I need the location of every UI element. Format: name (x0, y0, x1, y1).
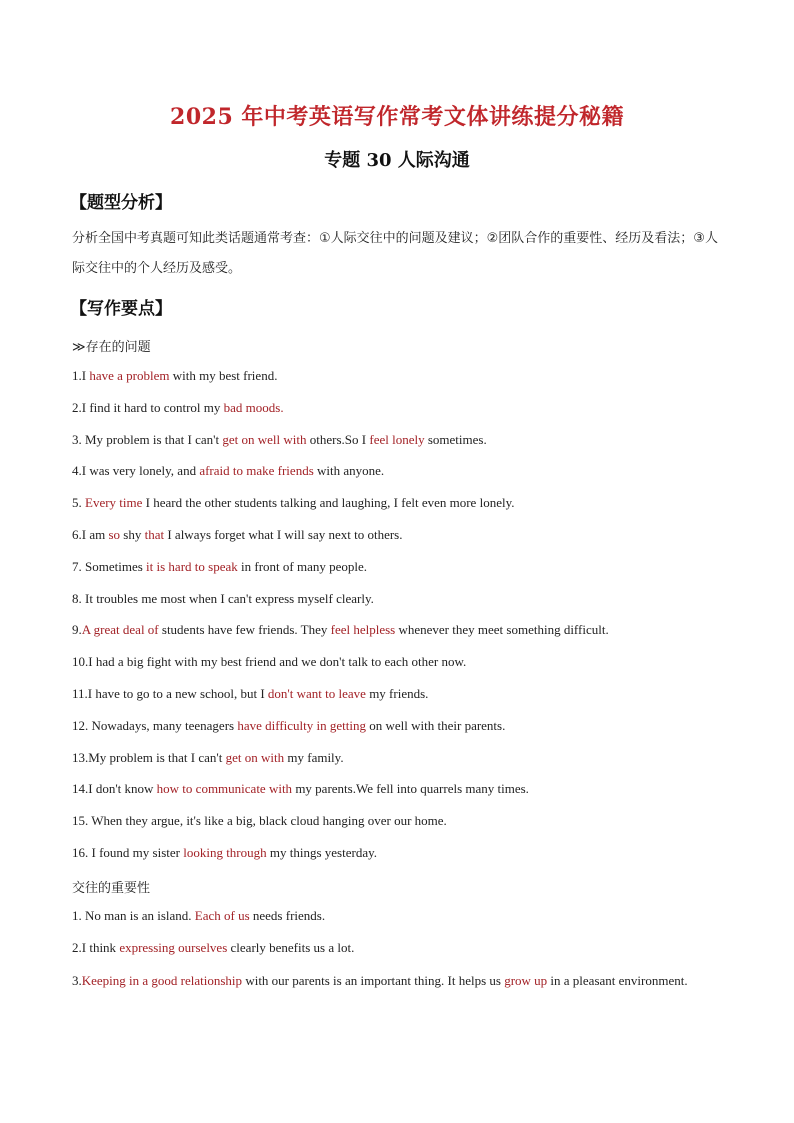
highlighted-phrase: have a problem (89, 368, 170, 383)
text-segment: shy (120, 527, 145, 542)
text-segment: with anyone. (313, 463, 385, 479)
analysis-text: 分析全国中考真题可知此类话题通常考查：①人际交往中的问题及建议；②团队合作的重要性、经历及看法；③人际交往中的个人经历及感受。 (72, 231, 718, 276)
text-segment: whenever they meet something difficult. (395, 622, 609, 638)
text-segment: 14.I don't know (72, 781, 157, 797)
analysis-heading: 【题型分析】 (70, 193, 172, 213)
problems-item (72, 432, 724, 448)
highlighted-phrase: don't want to leave (267, 686, 366, 701)
text-segment: 15. When they argue, it's like a big, black cloud hanging over our home. (72, 813, 447, 829)
problems-item (72, 654, 724, 670)
problems-item (72, 463, 724, 479)
text-segment: 1. No man is an island. (72, 908, 195, 923)
importance-item (72, 965, 722, 996)
text-segment: 11.I have to go to a new school, but I (72, 686, 268, 701)
text-segment: 10.I had a big fight with my best friend and we don't talk to each other now. (72, 654, 467, 670)
text-segment: students have few friends. They (158, 622, 331, 638)
importance-heading: 交往的重要性 (72, 881, 151, 896)
highlighted-phrase: get on well with (222, 431, 307, 447)
highlighted-phrase: grow up (504, 973, 548, 988)
highlighted-phrase: feel helpless (330, 622, 396, 638)
document-subtitle: 专题 30 人际沟通 (324, 150, 470, 171)
problems-heading: ≫存在的问题 (72, 340, 151, 355)
text-segment: I heard the other students talking and laughing, I felt even more lonely. (142, 495, 515, 511)
text-segment: 16. I found my sister (72, 845, 184, 860)
text-segment: 9. (72, 622, 82, 638)
problems-item (72, 686, 724, 702)
highlighted-phrase: Each of us (194, 908, 250, 923)
text-segment: 3. (72, 973, 82, 988)
points-heading: 【写作要点】 (70, 299, 172, 319)
text-segment: 3. My problem is that I can't (72, 431, 223, 447)
text-segment: 2.I find it hard to control my (72, 399, 224, 415)
highlighted-phrase: how to communicate with (156, 781, 293, 797)
text-segment: my family. (284, 749, 344, 765)
problems-item (72, 718, 724, 734)
text-segment: in front of many people. (237, 558, 367, 574)
text-segment: with our parents is an important thing. It helps us (242, 973, 505, 988)
problems-item (72, 750, 724, 766)
problems-item (72, 495, 724, 511)
importance-item (72, 908, 724, 924)
highlighted-phrase: Keeping in a good relationship (81, 973, 243, 988)
text-segment: 13.My problem is that I can't (72, 749, 226, 765)
text-segment: 8. It troubles me most when I can't express myself clearly. (72, 590, 374, 606)
highlighted-phrase: get on with (225, 749, 285, 765)
text-segment: on well with their parents. (366, 717, 506, 733)
text-segment: my parents.We fell into quarrels many times. (292, 781, 529, 797)
highlighted-phrase: that (144, 527, 165, 542)
highlighted-phrase: looking through (183, 845, 267, 860)
highlighted-phrase: A great deal of (81, 622, 159, 638)
text-segment: others.So I (306, 431, 370, 447)
text-segment: with my best friend. (169, 368, 278, 383)
highlighted-phrase: feel lonely (369, 431, 425, 447)
text-segment: 12. Nowadays, many teenagers (72, 717, 238, 733)
document-title: 2025 年中考英语写作常考文体讲练提分秘籍 (170, 104, 624, 130)
text-segment: needs friends. (249, 908, 326, 923)
highlighted-phrase: Every time (85, 495, 143, 511)
text-segment: clearly benefits us a lot. (227, 940, 355, 955)
highlighted-phrase: bad moods. (223, 399, 284, 415)
text-segment: 7. Sometimes (72, 558, 147, 574)
highlighted-phrase: have difficulty in getting (237, 717, 366, 733)
text-segment: 4.I was very lonely, and (72, 463, 200, 479)
highlighted-phrase: afraid to make friends (199, 463, 314, 479)
problems-item (72, 591, 724, 607)
problems-item (72, 400, 724, 416)
highlighted-phrase: expressing ourselves (119, 940, 228, 955)
problems-item (72, 781, 724, 797)
text-segment: sometimes. (424, 431, 487, 447)
problems-item (72, 527, 724, 543)
text-segment: in a pleasant environment. (547, 973, 688, 988)
problems-item (72, 368, 724, 384)
text-segment: 2.I think (72, 940, 120, 955)
text-segment: 1.I (72, 368, 90, 383)
problems-item (72, 622, 724, 638)
text-segment: I always forget what I will say next to others. (164, 527, 403, 542)
highlighted-phrase: it is hard to speak (146, 558, 238, 574)
text-segment: my things yesterday. (266, 845, 378, 860)
text-segment: my friends. (365, 686, 429, 701)
problems-item (72, 845, 724, 861)
text-segment: 5. (72, 495, 85, 511)
highlighted-phrase: so (108, 527, 121, 542)
problems-item (72, 559, 724, 575)
text-segment: 6.I am (72, 527, 109, 542)
problems-item (72, 813, 724, 829)
importance-item (72, 940, 724, 956)
